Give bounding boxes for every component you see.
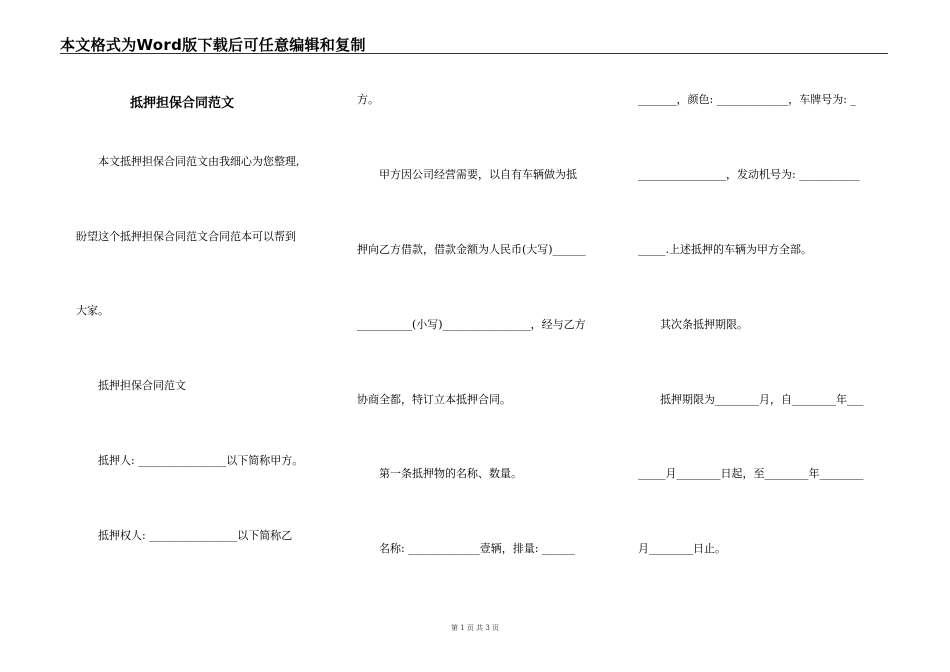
paragraph-line: 方。 [357, 93, 379, 106]
paragraph-line: ________________，发动机号为: ___________ [638, 168, 860, 181]
paragraph-line: 大家。 [76, 304, 109, 317]
paragraph-line: 甲方因公司经营需要，以自有车辆做为抵 [357, 168, 577, 181]
paragraph-line: 押向乙方借款，借款金额为人民币(大写)______ [357, 243, 586, 256]
paragraph-line: _____.上述抵押的车辆为甲方全部。 [638, 243, 812, 256]
mortgagor-line: 抵押人: ________________以下简称甲方。 [76, 454, 304, 467]
paragraph-line: __________(小写)________________，经与乙方 [357, 318, 586, 331]
paragraph-line: 盼望这个抵押担保合同范文合同范本可以帮到 [76, 230, 296, 243]
paragraph-line: 月________日止。 [638, 542, 726, 555]
document-title: 抵押担保合同范文 [130, 96, 235, 111]
paragraph-line: 抵押期限为________月，自________年___ [638, 393, 864, 406]
paragraph-line: 名称: _____________壹辆，排量: ______ [357, 542, 575, 555]
document-header-title: 本文格式为Word版下载后可任意编辑和复制 [60, 36, 366, 54]
article-heading: 第一条抵押物的名称、数量。 [357, 467, 522, 480]
header-divider [60, 53, 888, 54]
paragraph-line: 协商全都，特订立本抵押合同。 [357, 393, 511, 406]
paragraph-line: _______，颜色: _____________，车牌号为: _ [638, 93, 856, 106]
article-heading: 其次条抵押期限。 [638, 318, 748, 331]
mortgagee-line: 抵押权人: ________________以下简称乙 [76, 529, 293, 542]
page-number: 第 1 页 共 3 页 [450, 624, 500, 632]
paragraph-line: 本文抵押担保合同范文由我细心为您整理, [76, 155, 300, 168]
section-heading: 抵押担保合同范文 [76, 379, 186, 392]
paragraph-line: _____月________日起，至________年________ [638, 467, 864, 480]
